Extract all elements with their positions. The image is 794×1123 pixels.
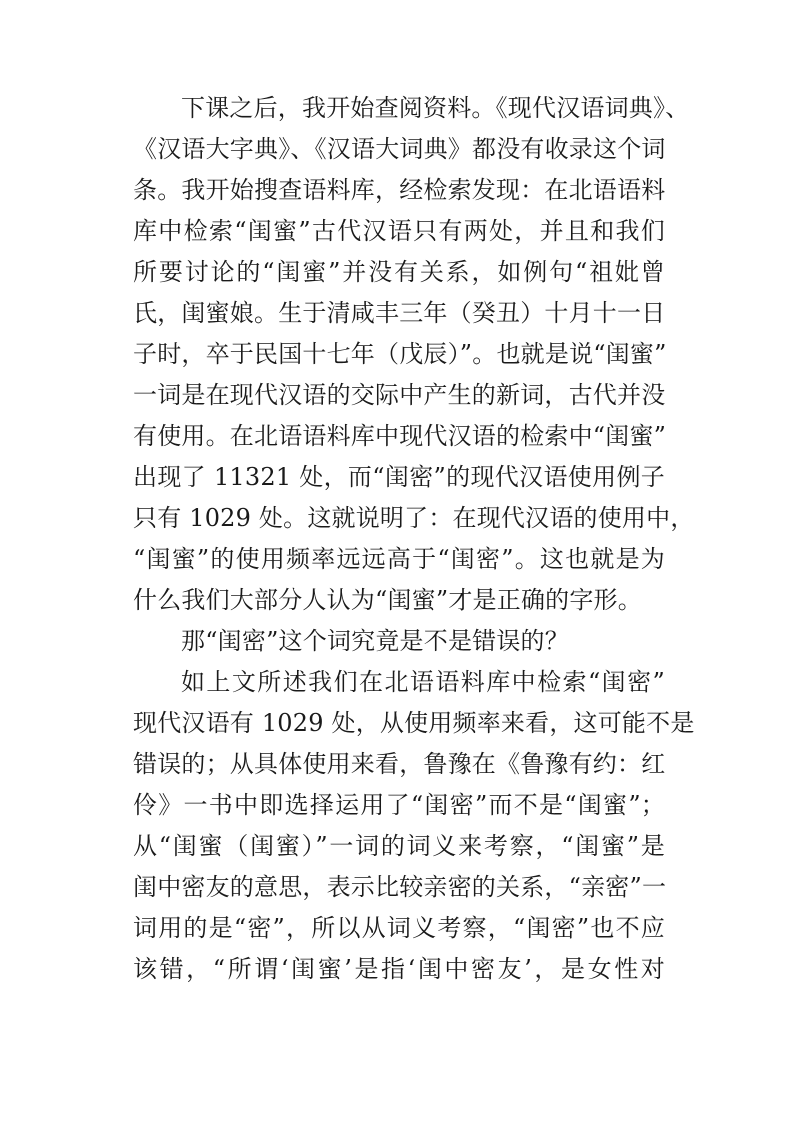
text-line: 条。我开始搜查语料库，经检索发现：在北语语料 (133, 176, 666, 204)
text-line: 有使用。在北语语料库中现代汉语的检索中“闺蜜” (133, 422, 667, 450)
text-line: 词用的是“密”，所以从词义考察，“闺密”也不应 (133, 914, 665, 942)
text-line: 如上文所述我们在北语语料库中检索“闺密” (181, 668, 665, 696)
text-line: 下课之后，我开始查阅资料。《现代汉语词典》、 (181, 94, 690, 122)
text-line: 伶》一书中即选择运用了“闺密”而不是“闺蜜”； (133, 791, 665, 819)
text-line: 一词是在现代汉语的交际中产生的新词，古代并没 (133, 381, 666, 409)
text-line: 库中检索“闺蜜”古代汉语只有两处，并且和我们 (133, 217, 665, 245)
text-line: 该错，“所谓‘闺蜜’是指‘闺中密友’，是女性对 (133, 955, 665, 983)
document-body (133, 88, 695, 990)
text-line: 什么我们大部分人认为“闺蜜”才是正确的字形。 (133, 586, 642, 614)
text-line: “闺蜜”的使用频率远远高于“闺密”。这也就是为 (133, 545, 665, 573)
text-line: 《汉语大字典》、《汉语大词典》都没有收录这个词 (133, 135, 666, 163)
text-line: 氏，闺蜜娘。生于清咸丰三年（癸丑）十月十一日 (133, 299, 666, 327)
text-line: 现代汉语有 1029 处，从使用频率来看，这可能不是 (133, 709, 695, 737)
text-line: 那“闺密”这个词究竟是不是错误的？ (181, 627, 569, 655)
text-line: 闺中密友的意思，表示比较亲密的关系，“亲密”一 (133, 873, 667, 901)
text-line: 只有 1029 处。这就说明了：在现代汉语的使用中， (133, 504, 695, 532)
text-line: 出现了 11321 处，而“闺密”的现代汉语使用例子 (133, 463, 665, 491)
text-line: 从“闺蜜（闺蜜）”一词的词义来考察，“闺蜜”是 (133, 832, 665, 860)
text-line: 子时，卒于民国十七年（戊辰）”。也就是说“闺蜜” (133, 340, 667, 368)
text-line: 所要讨论的“闺蜜”并没有关系，如例句“祖妣曾 (133, 258, 665, 286)
text-line: 错误的；从具体使用来看，鲁豫在《鲁豫有约：红 (133, 750, 666, 778)
